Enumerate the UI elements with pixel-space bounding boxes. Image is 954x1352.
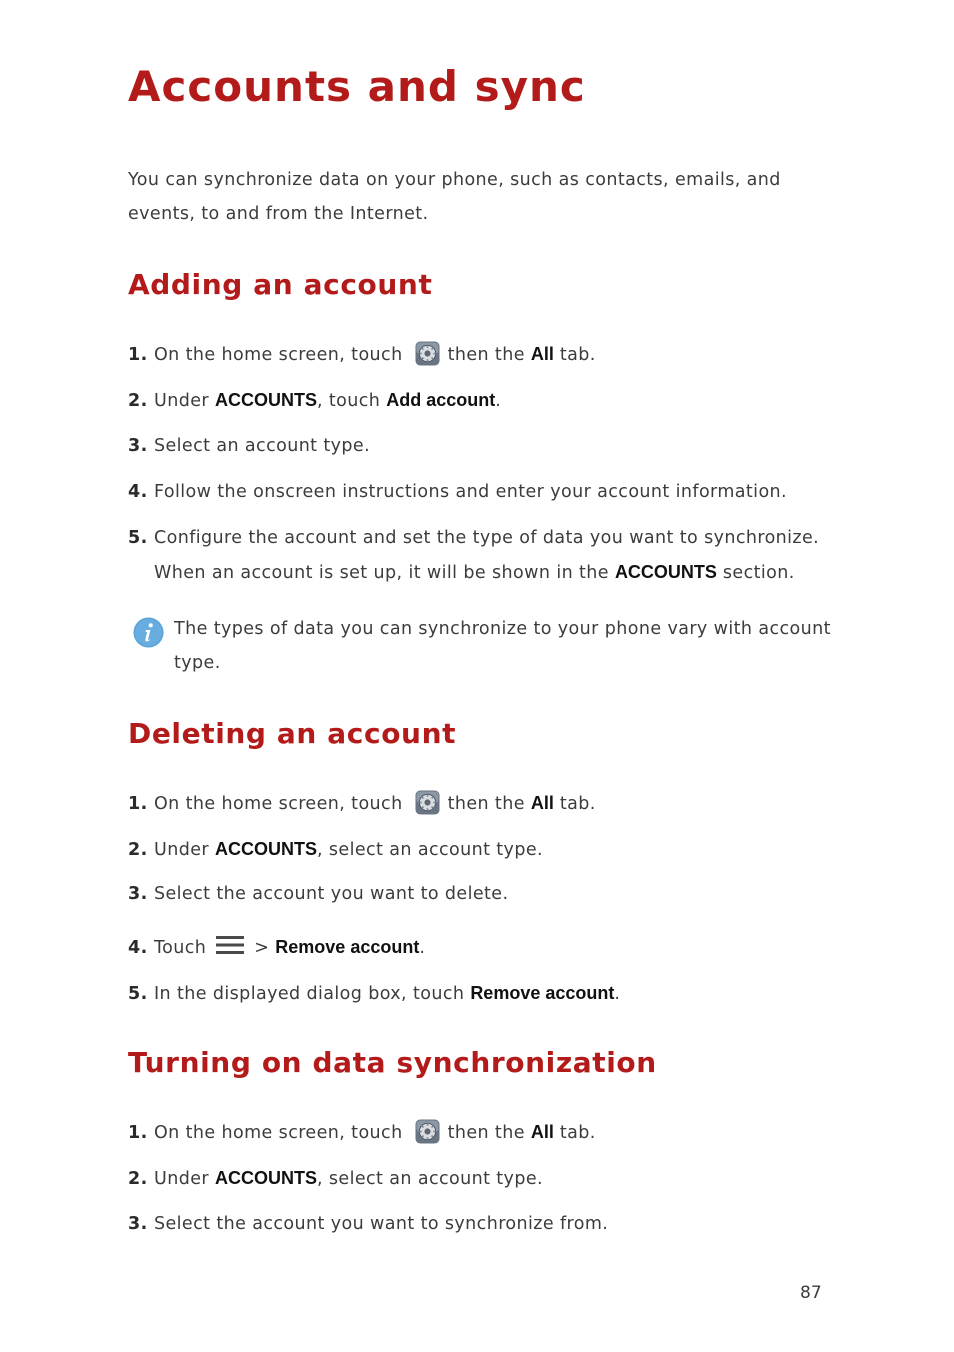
- step-number: 1.: [128, 345, 148, 365]
- deleting-step-2: 2. Under ACCOUNTS, select an account type.: [128, 832, 828, 867]
- step-number: 5.: [128, 984, 148, 1004]
- step-number: 2.: [128, 1169, 148, 1189]
- adding-step-3: 3. Select an account type.: [128, 429, 828, 463]
- all-tab-label: All: [530, 1122, 554, 1142]
- settings-icon: [415, 1119, 440, 1144]
- step-number: 2.: [128, 391, 148, 411]
- section-heading-deleting: Deleting an account: [128, 717, 457, 750]
- adding-step-1: 1. On the home screen, touch then the All tab.: [128, 337, 828, 372]
- section-heading-syncing: Turning on data synchronization: [128, 1046, 657, 1079]
- step-number: 1.: [128, 1123, 148, 1143]
- step-number: 3.: [128, 1214, 148, 1234]
- remove-account-label: Remove account: [275, 937, 420, 957]
- page-title: Accounts and sync: [128, 62, 586, 111]
- all-tab-label: All: [530, 344, 554, 364]
- accounts-label: ACCOUNTS: [214, 1168, 317, 1188]
- step-number: 5.: [128, 528, 148, 548]
- syncing-step-1: 1. On the home screen, touch then the All tab.: [128, 1115, 828, 1150]
- adding-step-2: 2. Under ACCOUNTS, touch Add account.: [128, 383, 828, 418]
- menu-icon: [216, 933, 244, 953]
- deleting-step-5: 5. In the displayed dialog box, touch Remove account.: [128, 976, 828, 1011]
- all-tab-label: All: [530, 793, 554, 813]
- accounts-label: ACCOUNTS: [214, 839, 317, 859]
- step-number: 3.: [128, 436, 148, 456]
- adding-step-5: 5. Configure the account and set the type of data you want to synchronize. When an account is set up, it will be shown in the ACCOUNTS section.: [128, 521, 828, 590]
- step-text: On the home screen, touch: [154, 345, 403, 365]
- syncing-step-3: 3. Select the account you want to synchronize from.: [128, 1207, 828, 1241]
- deleting-step-1: 1. On the home screen, touch then the All tab.: [128, 786, 828, 821]
- add-account-label: Add account: [386, 390, 496, 410]
- info-icon: [133, 617, 164, 648]
- remove-account-label: Remove account: [470, 983, 615, 1003]
- settings-icon: [415, 790, 440, 815]
- note-text: The types of data you can synchronize to your phone vary with account type.: [174, 619, 831, 673]
- step-number: 1.: [128, 794, 148, 814]
- adding-step-4: 4. Follow the onscreen instructions and enter your account information.: [128, 475, 828, 509]
- accounts-label: ACCOUNTS: [214, 390, 317, 410]
- step-number: 3.: [128, 884, 148, 904]
- step-number: 4.: [128, 482, 148, 502]
- intro-paragraph: You can synchronize data on your phone, such as contacts, emails, and events, to and from the Internet.: [128, 170, 781, 224]
- deleting-step-3: 3. Select the account you want to delete.: [128, 877, 828, 911]
- section-heading-adding: Adding an account: [128, 268, 433, 301]
- step-number: 2.: [128, 840, 148, 860]
- settings-icon: [415, 341, 440, 366]
- accounts-label: ACCOUNTS: [614, 562, 717, 582]
- deleting-step-4: 4. Touch > Remove account.: [128, 930, 828, 965]
- syncing-step-2: 2. Under ACCOUNTS, select an account type.: [128, 1161, 828, 1196]
- page-number: 87: [800, 1283, 822, 1303]
- step-number: 4.: [128, 938, 148, 958]
